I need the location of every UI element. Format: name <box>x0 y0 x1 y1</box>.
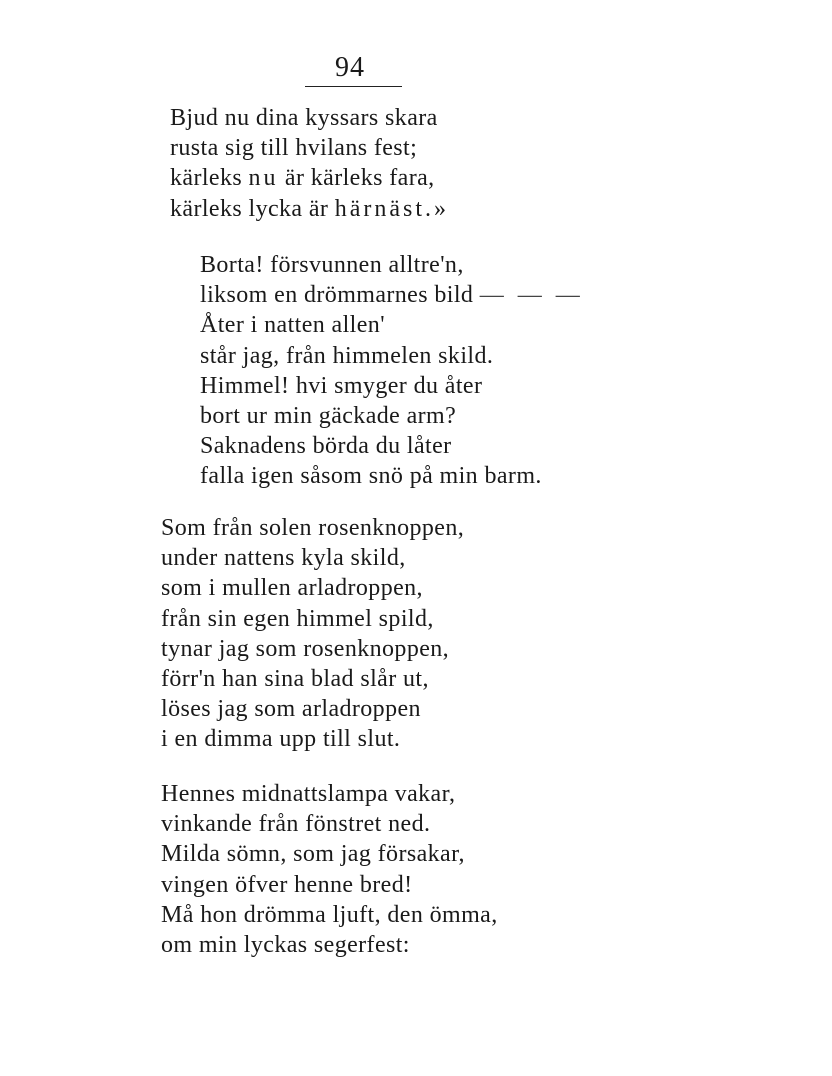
poem-line <box>170 163 446 193</box>
dash-ornament: — — — <box>479 282 584 309</box>
poem-line: Bjud nu dina kyssars skara <box>170 105 438 131</box>
page-number-rule <box>305 86 402 87</box>
poem-line: Milda sömn, som jag försakar, <box>161 841 465 868</box>
poem-line: Hennes midnattslampa vakar, <box>161 781 456 807</box>
poem-line: tynar jag som rosenknoppen, <box>161 635 450 662</box>
stanza-1 <box>170 103 446 224</box>
poem-line: Som från solen rosenknoppen, <box>161 515 465 541</box>
poem-line: i en dimma upp till slut. <box>161 726 401 753</box>
poem-line: bort ur min gäckade arm? <box>200 402 457 429</box>
poem-line-text: kärleks <box>170 165 249 192</box>
poem-line: Himmel! hvi smyger du åter <box>200 372 483 399</box>
stanza-2 <box>200 250 584 492</box>
poem-line-text: liksom en drömmarnes bild <box>200 282 480 309</box>
poem-line: under nattens kyla skild, <box>161 545 406 572</box>
closing-quote-mark: » <box>434 195 447 222</box>
poem-line: från sin egen himmel spild, <box>161 605 434 632</box>
poem-line-spaced-text: härnäst. <box>334 195 435 222</box>
poem-line: står jag, från himmelen skild. <box>200 342 494 369</box>
poem-line-text: är kärleks fara, <box>278 165 435 192</box>
poem-line: Må hon drömma ljuft, den ömma, <box>161 901 498 928</box>
poem-line-text: kärleks lycka är <box>170 195 335 222</box>
poem-line: vingen öfver henne bred! <box>161 871 413 898</box>
poem-line: Saknadens börda du låter <box>200 433 452 460</box>
page-number: 94 <box>335 52 365 83</box>
poem-line: förr'n han sina blad slår ut, <box>161 665 429 692</box>
poem-line <box>170 194 446 224</box>
poem-line: falla igen såsom snö på min barm. <box>200 463 542 490</box>
poem-line <box>200 280 584 310</box>
poem-line: vinkande från fönstret ned. <box>161 811 431 838</box>
poem-line: som i mullen arladroppen, <box>161 575 423 602</box>
poem-line: om min lyckas segerfest: <box>161 931 410 958</box>
poem-line-spaced-text: nu <box>248 165 279 192</box>
poem-line: Åter i natten allen' <box>200 312 385 339</box>
poem-line: löses jag som arladroppen <box>161 696 421 723</box>
stanza-3 <box>161 513 464 755</box>
stanza-4 <box>161 779 498 960</box>
poem-line: Borta! försvunnen alltre'n, <box>200 252 464 278</box>
poem-line: rusta sig till hvilans fest; <box>170 135 418 162</box>
